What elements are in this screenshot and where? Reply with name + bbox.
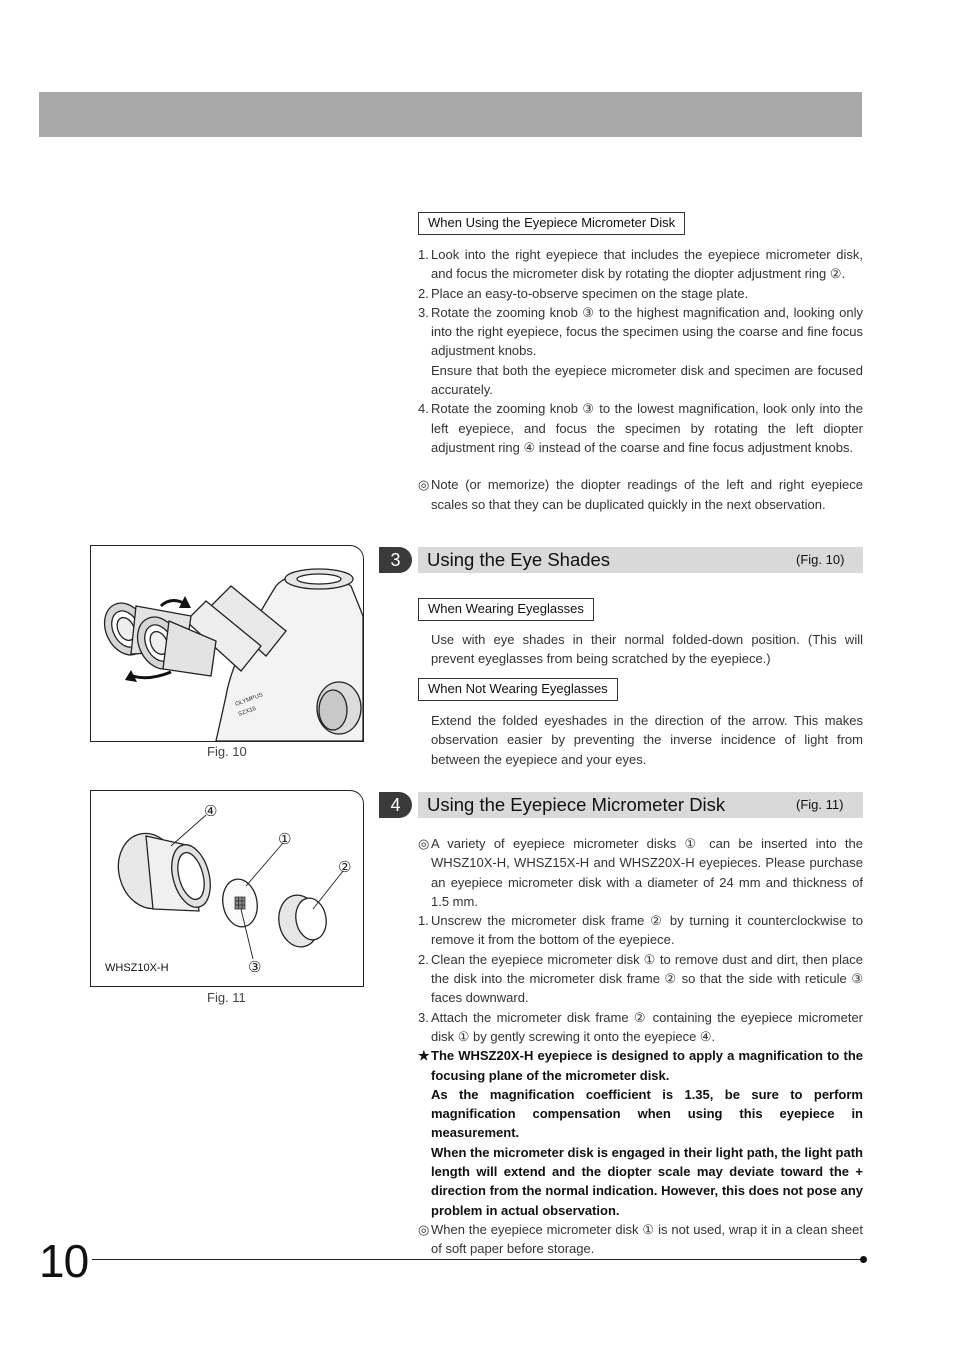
step-item: 1. Unscrew the micrometer disk frame ② by turning it counterclockwise to remove it from the bottom of the eyepiece. [418, 913, 863, 948]
footer-dot [860, 1256, 867, 1263]
double-circle-icon: ◎ [418, 477, 430, 493]
step-item: 2. Clean the eyepiece micrometer disk ① to remove dust and dirt, then place the disk into the micrometer disk frame ② so that the side with reticule ③ faces downward. [418, 951, 863, 1006]
step-item: 4. Rotate the zooming knob ③ to the lowest magnification, look only into the left eyepiece, and focus the specimen by rotating the left diopter adjustment ring ④ instead of the coarse and fine focus adjustment knobs. [418, 401, 863, 455]
callout-1: ① [278, 830, 292, 848]
section3-fig-ref: (Fig. 10) [796, 552, 845, 567]
section3-title: Using the Eye Shades [427, 549, 611, 570]
brand-label: OLYMPUS [234, 692, 264, 708]
double-circle-icon: ◎ [418, 836, 430, 851]
page-number: 10 [39, 1235, 89, 1287]
micrometer-usage-steps [418, 245, 863, 514]
eyepiece-model-label: WHSZ10X-H [105, 962, 169, 974]
callout-3: ③ [248, 958, 262, 976]
star-icon: ★ [418, 1048, 430, 1064]
warning-note: ★ The WHSZ20X-H eyepiece is designed to apply a magnification to the focusing plane of the micrometer disk. As the magnification coefficient is 1.35, be sure to perform magnification compensation when using this eyepiece in measurement. When the micrometer disk is engaged in their light path, the light path length will extend and the diopter scale may deviate toward the + direction from the normal indication. However, this does not pose any problem in actual observation. [418, 1048, 863, 1218]
step-item: 2. Place an easy-to-observe specimen on the stage plate. [418, 285, 749, 301]
step-item: 3. Attach the micrometer disk frame ② containing the eyepiece micrometer disk ① by gently screwing it onto the eyepiece ④. [418, 1009, 863, 1044]
fig10-illustration [90, 545, 364, 742]
fig10-caption: Fig. 10 [207, 744, 247, 759]
microscope-eyepiece-drawing [91, 546, 363, 741]
callout-2: ② [338, 858, 352, 876]
header-bar [39, 92, 862, 137]
section4-title: Using the Eyepiece Micrometer Disk [427, 794, 726, 815]
intro-note: ◎ A variety of eyepiece micrometer disks ① can be inserted into the WHSZ10X-H, WHSZ15X-H and WHSZ20X-H eyepieces. Please purchase an eyepiece micrometer disk with a diameter of 24 mm and thickness of 1.5 mm. [418, 836, 863, 909]
wearing-eyeglasses-label: When Wearing Eyeglasses [418, 598, 594, 621]
wearing-eyeglasses-text: Use with eye shades in their normal folded-down position. (This will prevent eyeglasses from being scratched by the eyepiece.) [431, 632, 863, 667]
fig11-illustration [90, 790, 364, 987]
not-wearing-eyeglasses-text: Extend the folded eyeshades in the direction of the arrow. This makes observation easier by preventing the inverse incidence of light from between the eyepiece and your eyes. [431, 713, 863, 767]
fig11-caption: Fig. 11 [207, 990, 246, 1005]
model-label: SZX16 [237, 705, 257, 718]
note-paragraph: ◎ Note (or memorize) the diopter readings of the left and right eyepiece scales so that they can be duplicated quickly in the next observation. [418, 477, 863, 512]
section4-fig-ref: (Fig. 11) [796, 797, 844, 812]
storage-note: ◎ When the eyepiece micrometer disk ① is not used, wrap it in a clean sheet of soft paper before storage. [418, 1221, 863, 1257]
step-item: 1. Look into the right eyepiece that includes the eyepiece micrometer disk, and focus the micrometer disk by rotating the diopter adjustment ring ②. [418, 247, 863, 282]
double-circle-icon: ◎ [418, 1221, 430, 1237]
section3-number: 3 [379, 547, 412, 573]
not-wearing-eyeglasses-label: When Not Wearing Eyeglasses [418, 678, 618, 701]
section4-body [418, 834, 863, 1259]
footer-rule [92, 1259, 862, 1260]
micrometer-usage-label: When Using the Eyepiece Micrometer Disk [418, 212, 685, 235]
step-item: 3. Rotate the zooming knob ③ to the highest magnification and, looking only into the right eyepiece, focus the specimen using the coarse and fine focus adjustment knobs. Ensure that both the eyepiece micrometer disk and specimen are focused accurately. [418, 304, 863, 398]
section4-number: 4 [379, 792, 412, 818]
callout-4: ④ [204, 802, 218, 820]
eyepiece-exploded-drawing [91, 791, 363, 986]
